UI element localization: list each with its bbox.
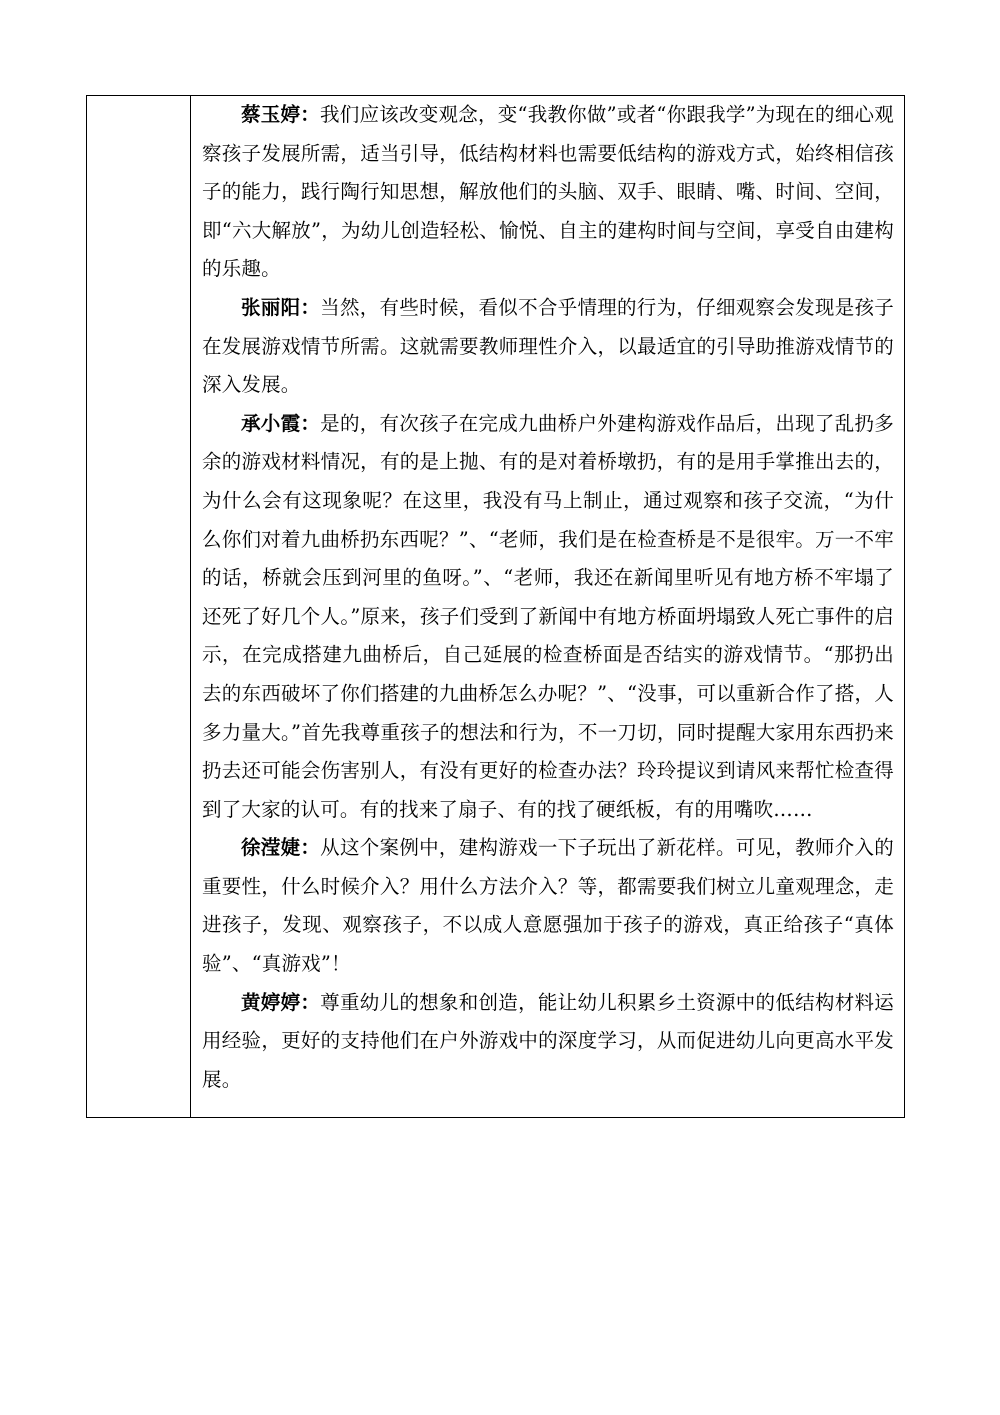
speaker-name: 承小霞： [241, 411, 321, 435]
left-empty-cell [87, 96, 191, 1117]
paragraph-text: 尊重幼儿的想象和创造，能让幼儿积累乡土资源中的低结构材料运用经验，更好的支持他们在户外游戏中的深度学习，从而促进幼儿向更高水平发展。 [202, 990, 894, 1091]
paragraph-cheng-xiaoxia [202, 405, 894, 830]
paragraph-text: 当然，有些时候，看似不合乎情理的行为，仔细观察会发现是孩子在发展游戏情节所需。这就需要教师理性介入，以最适宜的引导助推游戏情节的深入发展。 [202, 295, 894, 397]
speaker-name: 黄婷婷： [241, 990, 321, 1014]
discussion-content-cell [191, 96, 904, 1117]
speaker-name: 张丽阳： [241, 295, 321, 319]
speaker-name: 徐滢婕： [241, 836, 321, 860]
paragraph-xu-yingjie [202, 829, 894, 983]
speaker-name: 蔡玉婷： [241, 103, 320, 126]
discussion-table [86, 95, 905, 1118]
paragraph-text: 从这个案例中，建构游戏一下子玩出了新花样。可见，教师介入的重要性，什么时候介入？用什么方法介入？等，都需要我们树立儿童观理念，走进孩子，发现、观察孩子，不以成人意愿强加于孩子的游戏，真正给孩子“真体验”、“真游戏”！ [202, 836, 894, 976]
paragraph-zhang-liyang [202, 289, 894, 405]
paragraph-text: 是的，有次孩子在完成九曲桥户外建构游戏作品后，出现了乱扔多余的游戏材料情况，有的是上抛、有的是对着桥墩扔，有的是用手掌推出去的，为什么会有这现象呢？在这里，我没有马上制止，通过观察和孩子交流，“为什么你们对着九曲桥扔东西呢？”、“老师，我们是在检查桥是不是很牢。万一不牢的话，桥就会压到河里的鱼呀。”、“老师，我还在新闻里听见有地方桥不牢塌了还死了好几个人。”原来，孩子们受到了新闻中有地方桥面坍塌致人死亡事件的启示，在完成搭建九曲桥后，自己延展的检查桥面是否结实的游戏情节。“那扔出去的东西破坏了你们搭建的九曲桥怎么办呢？”、“没事，可以重新合作了搭，人多力量大。”首先我尊重孩子的想法和行为，不一刀切，同时提醒大家用东西扔来扔去还可能会伤害别人，有没有更好的检查办法？玲玲提议到请风来帮忙检查得到了大家的认可。有的找来了扇子、有的找了硬纸板，有的用嘴吹…… [202, 411, 894, 821]
paragraph-huang-tingting [202, 984, 894, 1100]
paragraph-text: 我们应该改变观念，变“我教你做”或者“你跟我学”为现在的细心观察孩子发展所需，适当引导，低结构材料也需要低结构的游戏方式，始终相信孩子的能力，践行陶行知思想，解放他们的头脑、双手、眼睛、嘴、时间、空间，即“六大解放”，为幼儿创造轻松、愉悦、自主的建构时间与空间，享受自由建构的乐趣。 [202, 103, 894, 281]
paragraph-cai-yuting [202, 96, 894, 289]
